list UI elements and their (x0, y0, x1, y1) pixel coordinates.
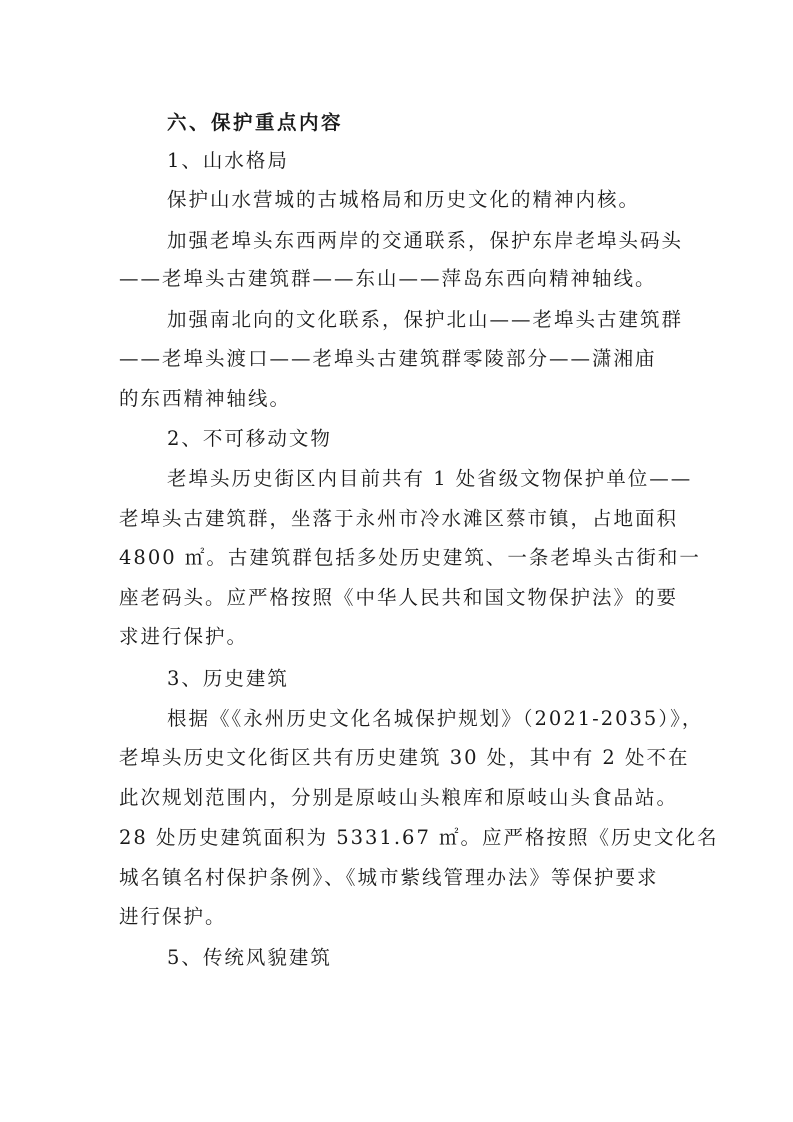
paragraph-line: 4800 ㎡。古建筑群包括多处历史建筑、一条老埠头古街和一 (119, 546, 701, 569)
paragraph-line: 加强老埠头东西两岸的交通联系，保护东岸老埠头码头 (167, 229, 684, 252)
section-heading: 六、保护重点内容 (167, 111, 344, 134)
paragraph-line: 城名镇名村保护条例》、《城市紫线管理办法》等保护要求 (119, 866, 659, 889)
paragraph-line: 保护山水营城的古城格局和历史文化的精神内核。 (167, 188, 641, 211)
subsection-title-traditional-buildings: 5、传统风貌建筑 (167, 946, 332, 969)
paragraph-line: 加强南北向的文化联系，保护北山——老埠头古建筑群 (167, 308, 684, 331)
paragraph-line: 老埠头历史街区内目前共有 1 处省级文物保护单位—— (167, 467, 693, 490)
paragraph-line: 根据《《永州历史文化名城保护规划》（2021-2035）》， (167, 707, 704, 730)
paragraph-line: ——老埠头渡口——老埠头古建筑群零陵部分——潇湘庙 (119, 347, 657, 370)
paragraph-line: ——老埠头古建筑群——东山——萍岛东西向精神轴线。 (119, 267, 657, 290)
subsection-title-relics: 2、不可移动文物 (167, 427, 332, 450)
paragraph-line: 老埠头历史文化街区共有历史建筑 30 处，其中有 2 处不在 (119, 746, 690, 769)
paragraph-line: 进行保护。 (119, 905, 227, 928)
paragraph-line: 求进行保护。 (119, 625, 249, 648)
subsection-title-historic-buildings: 3、历史建筑 (167, 667, 289, 690)
paragraph-line: 的东西精神轴线。 (119, 387, 292, 410)
subsection-title-landscape: 1、山水格局 (167, 149, 289, 172)
paragraph-line: 座老码头。应严格按照《中华人民共和国文物保护法》的要 (119, 586, 679, 609)
paragraph-line: 老埠头古建筑群，坐落于永州市冷水滩区蔡市镇，占地面积 (119, 507, 679, 530)
paragraph-line: 28 处历史建筑面积为 5331.67 ㎡。应严格按照《历史文化名 (119, 826, 719, 849)
paragraph-line: 此次规划范围内，分别是原岐山头粮库和原岐山头食品站。 (119, 786, 679, 809)
